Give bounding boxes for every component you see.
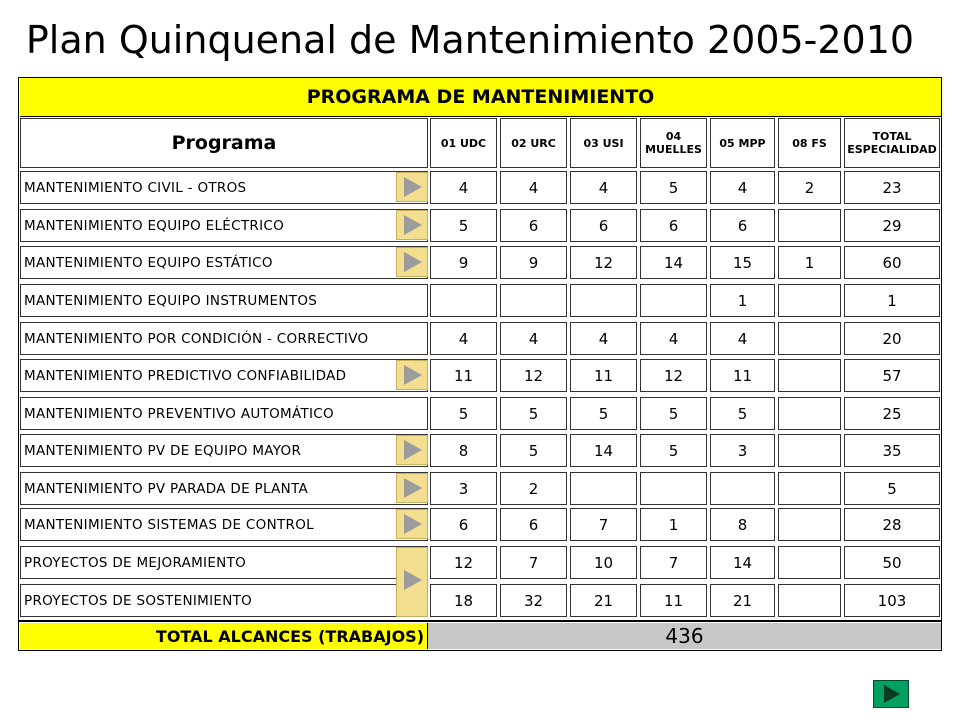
program-label: MANTENIMIENTO PREVENTIVO AUTOMÁTICO <box>20 397 428 430</box>
column-header: 04 MUELLES <box>640 118 707 168</box>
value-cell: 9 <box>430 246 497 279</box>
value-cell <box>778 359 841 392</box>
value-cell: 6 <box>640 209 707 242</box>
value-cell: 103 <box>844 584 940 617</box>
value-cell: 4 <box>570 171 637 204</box>
program-label: MANTENIMIENTO SISTEMAS DE CONTROL <box>20 508 428 541</box>
play-arrow-icon[interactable] <box>396 547 428 617</box>
value-cell: 29 <box>844 209 940 242</box>
value-cell: 11 <box>640 584 707 617</box>
value-cell: 5 <box>710 397 775 430</box>
program-label: MANTENIMIENTO EQUIPO ESTÁTICO <box>20 246 428 279</box>
value-cell: 6 <box>500 209 567 242</box>
column-header: 03 USI <box>570 118 637 168</box>
value-cell: 8 <box>430 434 497 467</box>
play-arrow-icon[interactable] <box>396 435 428 465</box>
value-cell <box>710 472 775 505</box>
value-cell: 1 <box>844 284 940 317</box>
program-label: MANTENIMIENTO POR CONDICIÓN - CORRECTIVO <box>20 322 428 355</box>
value-cell: 5 <box>570 397 637 430</box>
value-cell <box>430 284 497 317</box>
value-cell: 1 <box>710 284 775 317</box>
value-cell: 60 <box>844 246 940 279</box>
play-arrow-icon[interactable] <box>396 360 428 390</box>
value-cell: 7 <box>570 508 637 541</box>
table-row <box>20 434 941 467</box>
program-label: MANTENIMIENTO PV PARADA DE PLANTA <box>20 472 428 505</box>
value-cell: 4 <box>430 322 497 355</box>
column-header: 05 MPP <box>710 118 775 168</box>
value-cell: 4 <box>570 322 637 355</box>
value-cell <box>570 472 637 505</box>
value-cell: 11 <box>570 359 637 392</box>
value-cell <box>640 472 707 505</box>
value-cell: 35 <box>844 434 940 467</box>
value-cell: 11 <box>430 359 497 392</box>
next-slide-icon[interactable] <box>873 680 909 708</box>
value-cell <box>640 284 707 317</box>
value-cell: 21 <box>710 584 775 617</box>
program-label: PROYECTOS DE SOSTENIMIENTO <box>20 584 428 617</box>
value-cell: 6 <box>570 209 637 242</box>
value-cell <box>500 284 567 317</box>
program-label: MANTENIMIENTO PV DE EQUIPO MAYOR <box>20 434 428 467</box>
program-header: Programa <box>20 118 428 168</box>
value-cell <box>778 472 841 505</box>
value-cell: 12 <box>430 546 497 579</box>
value-cell: 5 <box>844 472 940 505</box>
value-cell: 14 <box>570 434 637 467</box>
table-row <box>20 246 941 279</box>
value-cell: 9 <box>500 246 567 279</box>
value-cell: 5 <box>500 434 567 467</box>
value-cell: 12 <box>500 359 567 392</box>
program-label: PROYECTOS DE MEJORAMIENTO <box>20 546 428 579</box>
value-cell: 5 <box>640 397 707 430</box>
table-row <box>20 508 941 541</box>
value-cell <box>778 546 841 579</box>
value-cell: 12 <box>640 359 707 392</box>
value-cell: 5 <box>430 397 497 430</box>
value-cell: 14 <box>710 546 775 579</box>
value-cell: 32 <box>500 584 567 617</box>
table-row <box>20 584 941 617</box>
value-cell: 4 <box>640 322 707 355</box>
total-value: 436 <box>428 623 941 649</box>
value-cell: 4 <box>710 322 775 355</box>
value-cell: 1 <box>778 246 841 279</box>
value-cell: 20 <box>844 322 940 355</box>
program-label: MANTENIMIENTO EQUIPO ELÉCTRICO <box>20 209 428 242</box>
value-cell: 23 <box>844 171 940 204</box>
play-arrow-icon[interactable] <box>396 210 428 240</box>
value-cell: 4 <box>500 171 567 204</box>
column-header: 08 FS <box>778 118 841 168</box>
value-cell: 6 <box>430 508 497 541</box>
total-divider <box>18 620 942 622</box>
value-cell: 3 <box>430 472 497 505</box>
value-cell: 10 <box>570 546 637 579</box>
value-cell <box>778 322 841 355</box>
play-arrow-icon[interactable] <box>396 247 428 277</box>
value-cell <box>778 584 841 617</box>
value-cell: 8 <box>710 508 775 541</box>
value-cell <box>570 284 637 317</box>
value-cell: 15 <box>710 246 775 279</box>
page-title: Plan Quinquenal de Mantenimiento 2005-2010 <box>25 18 915 62</box>
value-cell: 7 <box>640 546 707 579</box>
value-cell: 2 <box>500 472 567 505</box>
table-row <box>20 397 941 430</box>
value-cell: 7 <box>500 546 567 579</box>
value-cell: 2 <box>778 171 841 204</box>
value-cell: 4 <box>710 171 775 204</box>
value-cell: 1 <box>640 508 707 541</box>
value-cell: 25 <box>844 397 940 430</box>
table-row <box>20 546 941 579</box>
column-header: TOTAL ESPECIALIDAD <box>844 118 940 168</box>
program-label: MANTENIMIENTO PREDICTIVO CONFIABILIDAD <box>20 359 428 392</box>
table-row <box>20 359 941 392</box>
value-cell: 5 <box>640 171 707 204</box>
value-cell: 4 <box>430 171 497 204</box>
table-row <box>20 209 941 242</box>
value-cell <box>778 284 841 317</box>
play-arrow-icon[interactable] <box>396 509 428 539</box>
play-arrow-icon[interactable] <box>396 172 428 202</box>
column-header: 01 UDC <box>430 118 497 168</box>
table-row <box>20 171 941 204</box>
column-header-row <box>20 118 941 168</box>
program-label: MANTENIMIENTO EQUIPO INSTRUMENTOS <box>20 284 428 317</box>
value-cell: 28 <box>844 508 940 541</box>
value-cell: 6 <box>710 209 775 242</box>
table-row <box>20 284 941 317</box>
value-cell: 3 <box>710 434 775 467</box>
value-cell <box>778 209 841 242</box>
value-cell: 21 <box>570 584 637 617</box>
value-cell: 5 <box>500 397 567 430</box>
value-cell: 4 <box>500 322 567 355</box>
total-label: TOTAL ALCANCES (TRABAJOS) <box>20 623 428 649</box>
value-cell <box>778 508 841 541</box>
program-label: MANTENIMIENTO CIVIL - OTROS <box>20 171 428 204</box>
table-banner: PROGRAMA DE MANTENIMIENTO <box>20 78 941 117</box>
value-cell: 18 <box>430 584 497 617</box>
value-cell: 11 <box>710 359 775 392</box>
play-arrow-icon[interactable] <box>396 473 428 503</box>
column-header: 02 URC <box>500 118 567 168</box>
value-cell: 57 <box>844 359 940 392</box>
table-row <box>20 472 941 505</box>
total-row <box>20 623 941 649</box>
value-cell: 12 <box>570 246 637 279</box>
value-cell <box>778 434 841 467</box>
value-cell: 5 <box>430 209 497 242</box>
value-cell <box>778 397 841 430</box>
value-cell: 5 <box>640 434 707 467</box>
value-cell: 50 <box>844 546 940 579</box>
value-cell: 6 <box>500 508 567 541</box>
table-row <box>20 322 941 355</box>
value-cell: 14 <box>640 246 707 279</box>
